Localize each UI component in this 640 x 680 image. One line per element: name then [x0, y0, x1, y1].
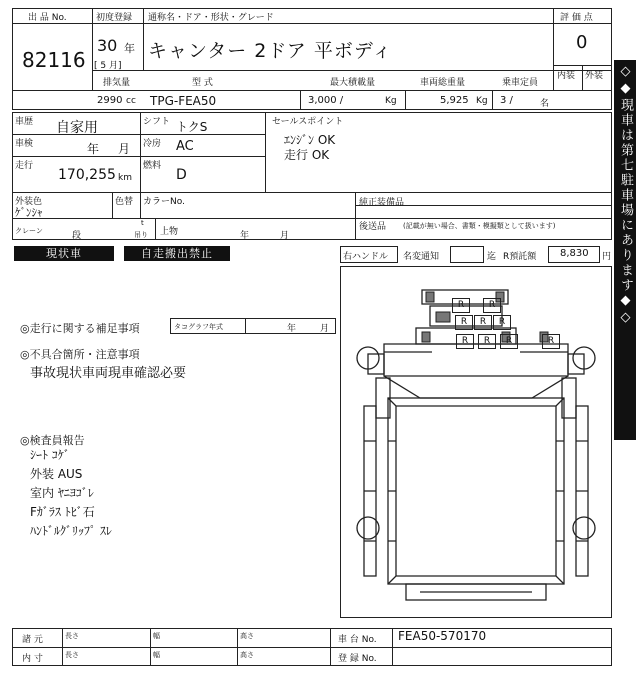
- height-label: 高さ: [240, 651, 254, 659]
- damage-mark-r: R: [483, 298, 501, 313]
- mileage-unit: km: [118, 173, 132, 183]
- report-line: ｼｰﾄ ｺｹﾞ: [30, 448, 70, 462]
- tacho-label: タコグラフ年式: [174, 323, 223, 331]
- displacement-value: 2990: [97, 95, 123, 106]
- inspection-month: 月: [118, 142, 131, 156]
- name-change-box: [450, 246, 484, 263]
- ac-value: AC: [176, 139, 194, 154]
- r-distance-value: 8,830: [560, 248, 589, 259]
- chassis-number: FEA50-570170: [398, 629, 487, 643]
- aftermarket-note: (記載が無い場合、書類・模擬類として扱います): [403, 222, 556, 230]
- mileage-value: 170,255: [58, 167, 116, 183]
- inspection-label: 車検: [15, 139, 34, 149]
- inspection-year: 年: [87, 142, 100, 156]
- moro-label: 諸 元: [22, 635, 43, 645]
- report-line: 室内 ﾔﾆﾖｺﾞﾚ: [30, 486, 94, 500]
- ac-label: 冷房: [143, 139, 162, 149]
- damage-mark-r: R: [500, 334, 518, 349]
- genuine-label: 純正装備品: [359, 198, 405, 208]
- score-label: 評 価 点: [560, 13, 593, 23]
- damage-mark-r: R: [493, 315, 511, 330]
- mileage-label: 走行: [15, 161, 34, 171]
- report-line: 外装 AUS: [30, 467, 83, 481]
- running-notes-label: ◎走行に関する補足事項: [20, 322, 140, 335]
- history-value: 自家用: [56, 120, 98, 136]
- model-value: TPG-FEA50: [150, 94, 217, 108]
- lift-year: 年: [240, 231, 250, 241]
- stop-label: 迄: [487, 252, 497, 262]
- exterior-label: 外装: [585, 71, 604, 81]
- right-handle: 右ハンドル: [343, 252, 389, 262]
- max-load-label: 最大積載量: [330, 78, 376, 88]
- car-name-label: 通称名・ドア・形状・グレード: [148, 13, 274, 23]
- displacement-unit: cc: [126, 96, 136, 106]
- color-change-label: 色替: [115, 197, 134, 207]
- naisun-label: 内 寸: [22, 654, 43, 664]
- capacity-value: 3 /: [500, 95, 513, 106]
- lift-month: 月: [280, 231, 290, 241]
- side-banner-text: ◇◆現車は第七駐車場にあります◆◇: [618, 64, 633, 327]
- damage-mark-r: R: [474, 315, 492, 330]
- damage-mark-r: R: [478, 334, 496, 349]
- width-label: 幅: [153, 632, 160, 640]
- sales-point-1: ｴﾝｼﾞﾝ OK: [284, 133, 336, 147]
- damage-mark-r: R: [542, 334, 560, 349]
- height-label: 高さ: [240, 632, 254, 640]
- fuel-label: 燃料: [143, 161, 162, 171]
- gross-weight-label: 車両総重量: [420, 78, 466, 88]
- displacement-label: 排気量: [103, 78, 131, 88]
- color-value: ｹﾞﾝｼｬ: [15, 206, 43, 219]
- tacho-year: 年: [287, 324, 297, 334]
- lift-label: 上物: [160, 227, 179, 237]
- color-no-label: カラーNo.: [143, 197, 185, 207]
- length-label: 長さ: [65, 651, 79, 659]
- chassis-label: 車 台 No.: [338, 635, 377, 645]
- interior-label: 内装: [557, 71, 576, 81]
- sales-point-2: 走行 OK: [284, 148, 330, 162]
- damage-mark-r: R: [452, 298, 470, 313]
- fuel-value: D: [176, 167, 187, 183]
- history-label: 車歴: [15, 117, 34, 127]
- reg-label: 登 録 No.: [338, 654, 377, 664]
- crane-tsuri: 吊り: [134, 231, 148, 239]
- damage-mark-r: R: [455, 315, 473, 330]
- shift-value: トクS: [176, 120, 208, 134]
- report-line: ﾊﾝﾄﾞﾙｸﾞﾘｯﾌﾟ ｽﾚ: [30, 524, 112, 538]
- r-distance-label: R預託額: [503, 252, 537, 262]
- crane-dan: 段: [72, 231, 82, 241]
- r-unit: 円: [602, 252, 612, 262]
- capacity-unit: 名: [540, 99, 550, 109]
- shift-label: シフト: [143, 117, 171, 127]
- defects-label: ◎不具合箇所・注意事項: [20, 348, 140, 361]
- crane-label: クレーン: [15, 227, 43, 235]
- tacho-month: 月: [320, 324, 330, 334]
- crane-ton: t: [141, 219, 144, 227]
- defects-text: 事故現状車両現車確認必要: [30, 366, 187, 381]
- capacity-label: 乗車定員: [502, 78, 539, 88]
- sales-point-label: セールスポイント: [272, 117, 344, 127]
- lot-label: 出 品 No.: [28, 13, 67, 23]
- lot-number: 82116: [22, 48, 86, 72]
- max-load-unit: Kg: [385, 96, 397, 106]
- first-reg-year: 30: [97, 36, 118, 55]
- damage-mark-r: R: [456, 334, 474, 349]
- first-reg-month: [ 5 月]: [94, 61, 122, 71]
- gross-weight-value: 5,925: [440, 95, 469, 106]
- car-name: キャンター 2ドア 平ボディ: [148, 40, 393, 62]
- no-self-drive-banner: 自走搬出禁止: [124, 246, 230, 261]
- max-load-value: 3,000 /: [308, 95, 344, 106]
- name-change-label: 名変通知: [403, 252, 440, 262]
- first-reg-year-unit: 年: [124, 42, 135, 55]
- gross-weight-unit: Kg: [476, 96, 488, 106]
- length-label: 長さ: [65, 632, 79, 640]
- aftermarket-label: 後送品: [359, 222, 387, 232]
- width-label: 幅: [153, 651, 160, 659]
- score-value: 0: [576, 32, 588, 53]
- inspector-label: ◎検査員報告: [20, 434, 85, 447]
- status-banner: 現状車: [14, 246, 114, 261]
- first-reg-label: 初度登録: [96, 13, 133, 23]
- color-label: 外装色: [15, 197, 43, 207]
- model-label: 型 式: [192, 78, 213, 88]
- report-line: Fｶﾞﾗｽ ﾄﾋﾞ石: [30, 505, 95, 519]
